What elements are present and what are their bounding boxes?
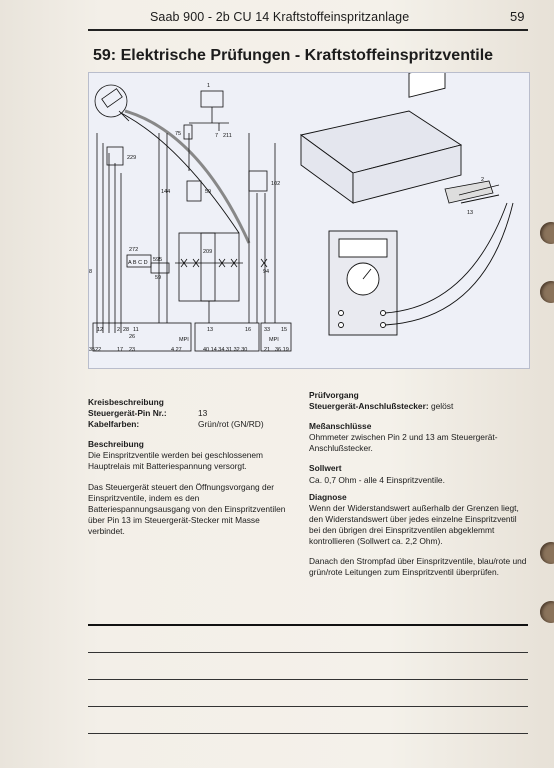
label-595: 595 bbox=[153, 257, 163, 263]
label-75: 75 bbox=[175, 131, 182, 137]
label-pin2: 2 bbox=[481, 177, 485, 183]
note-line bbox=[88, 706, 528, 707]
component-94 bbox=[261, 259, 267, 267]
diagnosis-heading: Diagnose bbox=[309, 491, 347, 502]
cable-label: Kabelfarben: bbox=[88, 419, 140, 430]
label-36-19: 36 19 bbox=[275, 347, 289, 353]
injector-icon bbox=[95, 85, 129, 121]
label-2: 2 bbox=[117, 327, 121, 333]
multimeter-icon bbox=[329, 231, 397, 335]
wire-bundle bbox=[121, 111, 249, 243]
label-11: 11 bbox=[133, 327, 139, 333]
binder-hole bbox=[540, 601, 554, 623]
left-wires bbox=[97, 133, 121, 333]
running-header-title: Saab 900 - 2b CU 14 Kraftstoffeinspritzanlage bbox=[150, 10, 410, 24]
note-line bbox=[88, 652, 528, 653]
target-text: Ca. 0,7 Ohm - alle 4 Einspritzventile. bbox=[309, 474, 445, 485]
circuit-heading: Kreisbeschreibung bbox=[88, 397, 164, 407]
connector-row bbox=[309, 401, 529, 412]
wiring-diagram-figure bbox=[88, 72, 530, 369]
label-mpi-a: MPI bbox=[179, 337, 189, 343]
label-3522: 3522 bbox=[89, 347, 102, 353]
label-59b: 59 bbox=[155, 275, 162, 281]
pin-row bbox=[88, 408, 288, 419]
label-26: 26 bbox=[129, 334, 136, 340]
section-title: 59: Elektrische Prüfungen - Kraftstoffeinspritzventile bbox=[93, 47, 494, 64]
test-procedure-column bbox=[309, 390, 529, 578]
ecu-unit-icon bbox=[301, 73, 461, 203]
description-heading: Beschreibung bbox=[88, 439, 144, 450]
label-abcd: A B C D bbox=[128, 260, 148, 266]
note-line bbox=[88, 679, 528, 680]
description-paragraph-2: Das Steuergerät steuert den Öffnungsvorgang der Einspritzventile, indem es den Batteriespannungsausgang von den Einspritzventilen über Pin 13 im Steuergerät-Stecker mit Masse verbindet. bbox=[88, 481, 286, 536]
injector-group-209 bbox=[175, 233, 243, 301]
binder-hole bbox=[540, 542, 554, 564]
label-relay: 1 bbox=[207, 83, 211, 89]
label-12: 12 bbox=[97, 327, 104, 333]
note-line bbox=[88, 733, 528, 734]
label-33: 33 bbox=[264, 327, 271, 333]
probe-leads bbox=[385, 185, 513, 325]
pin-value: 13 bbox=[198, 408, 208, 419]
component-595 bbox=[151, 263, 169, 273]
circuit-description-column bbox=[88, 397, 288, 537]
connector-value: gelöst bbox=[430, 401, 454, 412]
note-line bbox=[88, 624, 528, 626]
measurement-text: Ohmmeter zwischen Pin 2 und 13 am Steuergerät-Anschlußstecker. bbox=[309, 432, 498, 454]
label-15: 15 bbox=[281, 327, 288, 333]
measurement-heading: Meßanschlüsse bbox=[309, 421, 372, 432]
label-16: 16 bbox=[245, 327, 252, 333]
label-59a: 59 bbox=[205, 189, 212, 195]
label-209: 209 bbox=[203, 249, 213, 255]
label-40-14-34: 40 14 34 31 32 30 bbox=[203, 347, 248, 353]
label-23: 23 bbox=[129, 347, 136, 353]
label-28: 28 bbox=[123, 327, 130, 333]
label-mpi-b: MPI bbox=[269, 337, 279, 343]
binder-hole bbox=[540, 281, 554, 303]
label-4-27: 4 27 bbox=[171, 347, 182, 353]
label-229: 229 bbox=[127, 155, 137, 161]
label-272: 272 bbox=[129, 247, 139, 253]
description-paragraph-1: Die Einspritzventile werden bei geschlossenem Hauptrelais mit Batteriespannung versorgt. bbox=[88, 450, 264, 472]
trunk-wires bbox=[159, 133, 275, 323]
label-21: 21 bbox=[264, 347, 271, 353]
page-number: 59 bbox=[510, 9, 525, 24]
pin-label: Steuergerät-Pin Nr.: bbox=[88, 408, 167, 419]
diagnosis-paragraph-2: Danach den Strompfad über Einspritzventile, blau/rote und grün/rote Leitungen zum Einspritzventil überprüfen. bbox=[309, 556, 527, 578]
binder-hole bbox=[540, 222, 554, 244]
note-lines bbox=[88, 624, 528, 760]
cable-value: Grün/rot (GN/RD) bbox=[198, 419, 264, 430]
label-211: 211 bbox=[223, 133, 232, 139]
label-144: 144 bbox=[161, 189, 171, 195]
connector-label: Steuergerät-Anschlußstecker: bbox=[309, 401, 429, 412]
label-102: 102 bbox=[271, 181, 281, 187]
label-13: 13 bbox=[207, 327, 214, 333]
target-heading: Sollwert bbox=[309, 463, 342, 474]
label-94: 94 bbox=[263, 269, 270, 275]
wiring-diagram bbox=[89, 73, 529, 368]
label-17: 17 bbox=[117, 347, 124, 353]
label-7: 7 bbox=[215, 133, 219, 139]
label-8: 8 bbox=[89, 269, 93, 275]
ecu-plug-icon bbox=[445, 181, 493, 203]
cable-row bbox=[88, 419, 288, 430]
component-144 bbox=[187, 181, 201, 201]
diagnosis-paragraph-1: Wenn der Widerstandswert außerhalb der Grenzen liegt, den Widerstandswert über jedes einzelne Einspritzventil bei den übrigen drei Einspritzventilen abgeklemmt kontrollieren (Sollwert ca. 2,2 Ohm). bbox=[309, 502, 519, 547]
header-rule bbox=[88, 29, 528, 31]
test-heading: Prüfvorgang bbox=[309, 390, 359, 400]
relay-229 bbox=[107, 147, 123, 165]
main-relay bbox=[184, 91, 229, 139]
relay-102 bbox=[249, 171, 267, 191]
label-pin13: 13 bbox=[467, 210, 474, 216]
